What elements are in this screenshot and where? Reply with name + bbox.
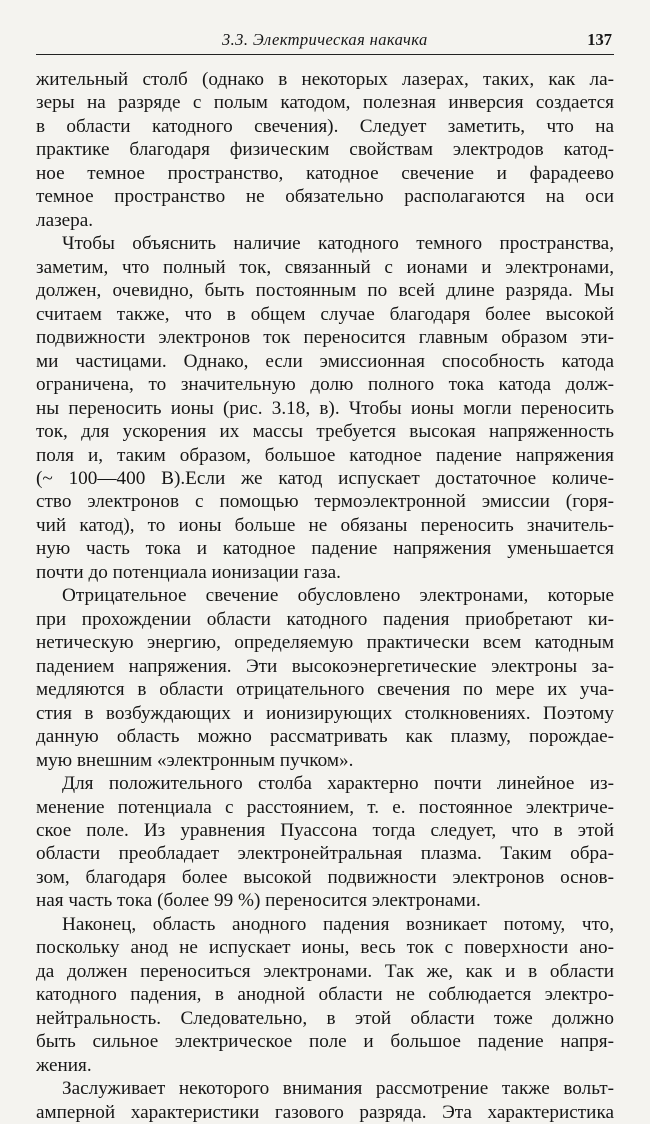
text-line: подвижности электронов ток переносится главным образом эти- (36, 327, 614, 349)
text-line: ское поле. Из уравнения Пуассона тогда следует, что в этой (36, 820, 614, 841)
text-line: в области катодного свечения). Следует заметить, что на (36, 115, 614, 137)
text-line: да должен переноситься электронами. Так же, как и в области (36, 960, 614, 982)
text-line: ограничена, то значительную долю полного тока катода долж- (36, 374, 614, 396)
text-line: ная часть тока (более 99 %) переносится электронами. (36, 890, 481, 912)
text-line: Для положительного столба характерно почти линейное из- (62, 773, 614, 795)
paragraph (36, 232, 614, 584)
text-line: данную область можно рассматривать как плазму, порождае- (36, 726, 614, 748)
text-line: жительный столб (однако в некоторых лазерах, таких, как ла- (36, 69, 614, 90)
text-line: считаем также, что в общем случае благодаря более высокой (36, 303, 614, 325)
text-line: поскольку анод не испускает ионы, весь ток с поверхности ано- (36, 937, 614, 959)
text-line: падением напряжения. Эти высокоэнергетические электроны за- (36, 655, 614, 677)
body-text (36, 68, 614, 1124)
text-line: жения. (36, 1054, 92, 1076)
page-header (36, 24, 614, 55)
text-line: ток, для ускорения их массы требуется высокая напряженность (36, 421, 614, 443)
text-line: при прохождении области катодного падения приобретают ки- (36, 608, 614, 630)
text-line: зом, благодаря более высокой подвижности электронов основ- (36, 866, 614, 888)
paragraph (36, 584, 614, 772)
text-line: поля и, таким образом, большое катодное падение напряжения (36, 444, 614, 466)
paragraph (36, 772, 614, 913)
text-line: лазера. (36, 209, 94, 231)
text-line: ми частицами. Однако, если эмиссионная способность катода (36, 350, 614, 372)
text-line: практике благодаря физическим свойствам электродов катод- (36, 139, 614, 161)
text-line: зеры на разряде с полым катодом, полезная инверсия создается (36, 92, 614, 114)
text-line: ны переносить ионы (рис. 3.18, в). Чтобы ионы могли переносить (36, 397, 614, 419)
text-line: катодного падения, в анодной области не соблюдается электро- (36, 984, 614, 1006)
text-line: нейтральность. Следовательно, в этой области тоже должно (36, 1007, 614, 1029)
text-line: Заслуживает некоторого внимания рассмотрение также вольт- (62, 1078, 614, 1100)
text-line: чий катод), то ионы больше не обязаны переносить значитель- (36, 514, 614, 536)
text-line: ную часть тока и катодное падение напряжения уменьшается (36, 538, 614, 560)
text-line: темное пространство не обязательно располагаются на оси (36, 186, 614, 208)
running-head: 3.3. Электрическая накачка (222, 30, 428, 49)
text-line: должен, очевидно, быть постоянным по всей длине разряда. Мы (36, 280, 614, 302)
text-line: Чтобы объяснить наличие катодного темного пространства, (62, 233, 614, 255)
text-line: мую внешним «электронным пучком». (36, 749, 354, 771)
text-line: медляются в области отрицательного свечения по мере их уча- (36, 679, 614, 701)
text-line: стия в возбуждающих и ионизирующих столкновениях. Поэтому (36, 702, 614, 724)
text-line: почти до потенциала ионизации газа. (36, 561, 341, 583)
text-line: (~ 100—400 В).Если же катод испускает достаточное количе- (36, 467, 614, 489)
paragraph (36, 68, 614, 232)
text-line: области преобладает электронейтральная плазма. Таким обра- (36, 843, 614, 865)
text-line: нетическую энергию, определяемую практически всем катодным (36, 632, 614, 654)
text-line: заметим, что полный ток, связанный с ионами и электронами, (36, 256, 614, 278)
page-number: 137 (587, 30, 612, 49)
text-line: амперной характеристики газового разряда. Эта характеристика (36, 1101, 614, 1123)
text-line: Отрицательное свечение обусловлено электронами, которые (62, 585, 614, 607)
text-line: менение потенциала с расстоянием, т. е. постоянное электриче- (36, 796, 614, 818)
text-line: ное темное пространство, катодное свечение и фарадеево (36, 162, 614, 184)
paragraph (36, 913, 614, 1077)
text-line: ство электронов с помощью термоэлектронной эмиссии (горя- (36, 491, 614, 513)
text-line: Наконец, область анодного падения возникает потому, что, (62, 913, 614, 935)
paragraph (36, 1077, 614, 1124)
text-line: быть сильное электрическое поле и большое падение напря- (36, 1031, 614, 1053)
